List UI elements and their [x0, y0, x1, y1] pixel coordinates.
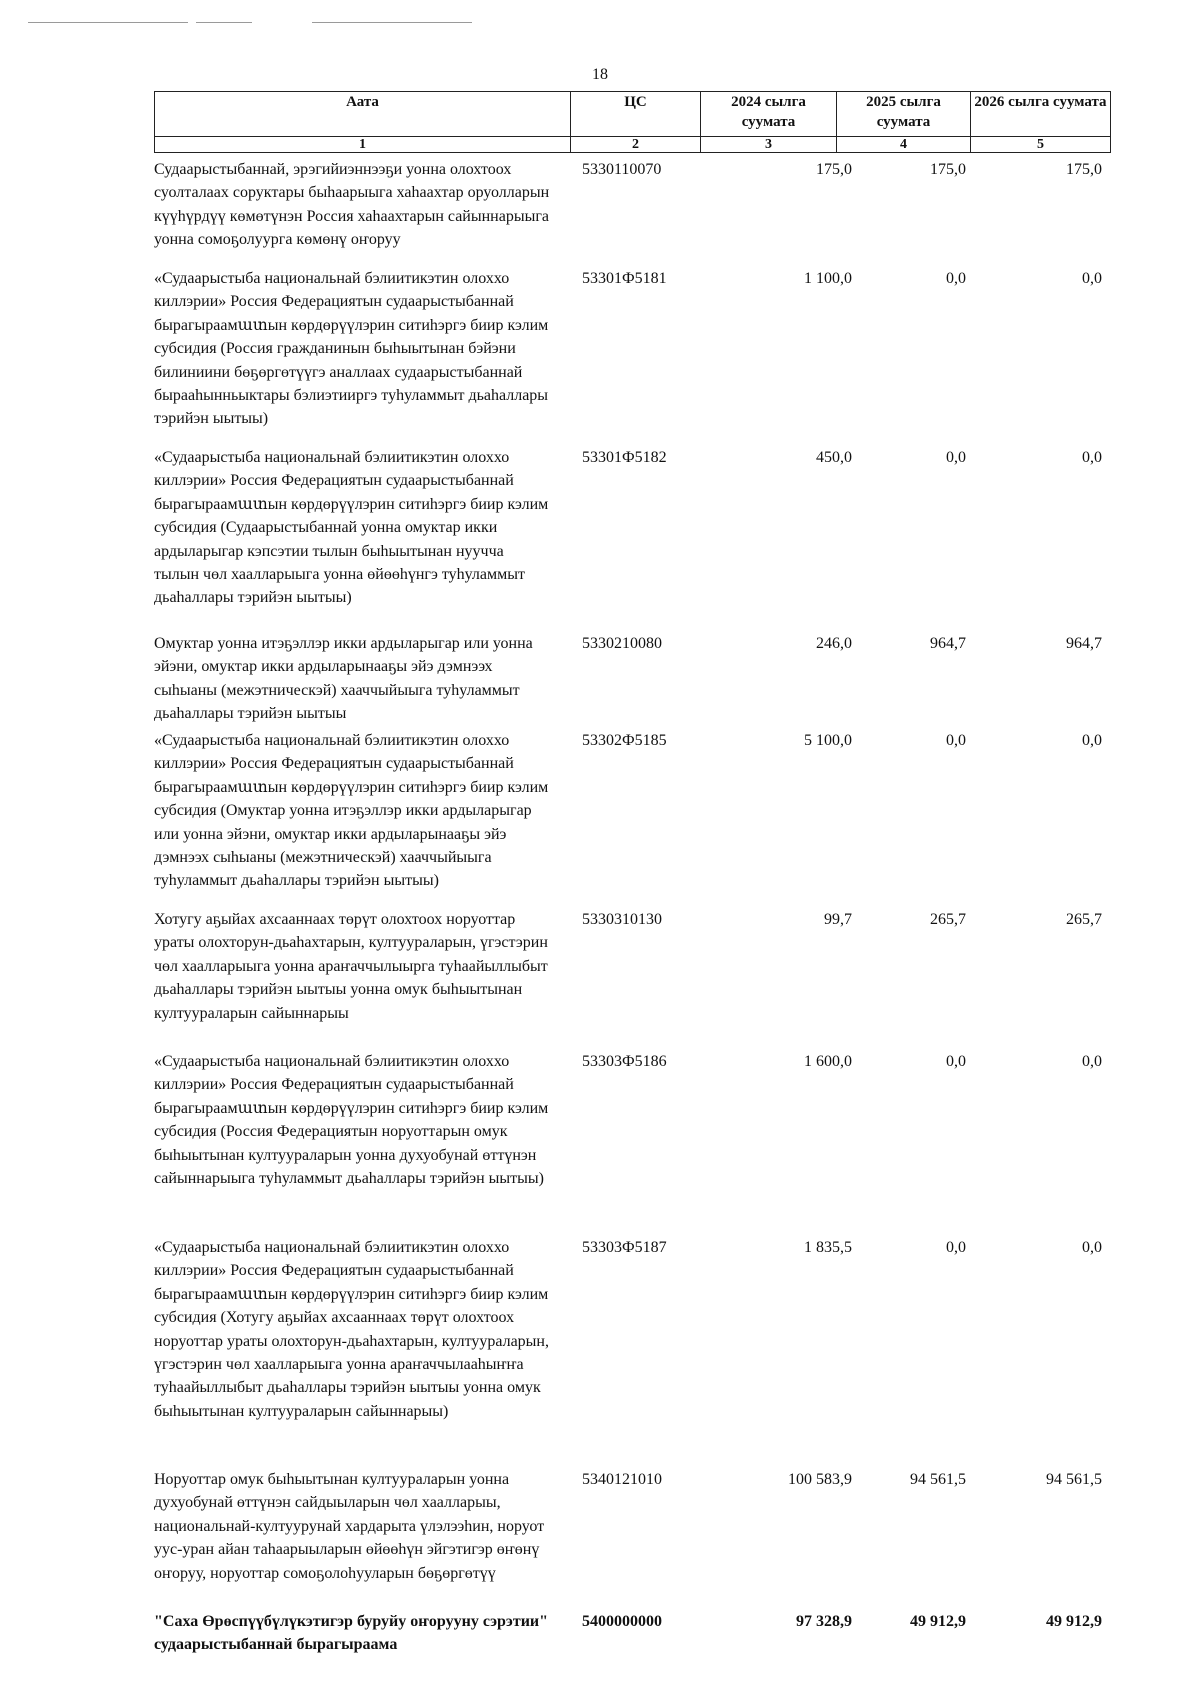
value-2024: 246,0 [816, 635, 852, 652]
value-2024: 1 600,0 [804, 1053, 852, 1070]
row-name: «Судаарыстыба национальнай бэлиитикэтин олоххо киллэрии» Россия Федерациятын судаарыстыбаннай бырагыраамատын көрдөрүүлэрин ситиһэргэ биир кэлим субсидия (Омуктар уонна итэҕэллэр икки ардыларыгар или уонна эйэни, омуктар икки ардыларынааҕы эйэ дэмнээх сыһыаны (межэтническэй) хааччыйыыга туһуламмыт дьаһаллары тэрийэн ыытыы) [154, 732, 549, 890]
value-2026: 0,0 [1082, 732, 1102, 749]
header-name: Аата [155, 92, 571, 137]
value-2024: 5 100,0 [804, 732, 852, 749]
value-2026: 94 561,5 [1046, 1471, 1102, 1488]
value-2024: 1 100,0 [804, 270, 852, 287]
row-code: 53301Ф5182 [582, 449, 667, 466]
row-name: «Судаарыстыба национальнай бэлиитикэтин олоххо киллэрии» Россия Федерациятын судаарыстыбаннай бырагыраамատын көрдөрүүлэрин ситиһэргэ биир кэлим субсидия (Россия гражданинын быһыытынан бэйэни билиниини бөҕөргөтүүгэ аналлаах судаарыстыбаннай бырааһынньыктары бэлиэтииргэ туһуламмыт дьаһаллары тэрийэн ыытыы) [154, 270, 549, 428]
row-name: Норуоттар омук быһыытынан култуураларын уонна духуобунай өттүнэн сайдыыларын чөл хааллaрыы, национальнай-култуурунай хардарыта үлэлээһин, норуот уус-уран айан таһаарыыларын өйөөһүн эйгэтигэр өҥөнү оҥоруу, норуоттар сомоҕолоһууларын бөҕөргөтүү [154, 1471, 545, 1582]
value-2026: 0,0 [1082, 449, 1102, 466]
scan-artifact-line [312, 22, 472, 23]
table-header [154, 91, 1111, 153]
value-2025: 0,0 [946, 449, 966, 466]
value-2026: 964,7 [1066, 635, 1102, 652]
value-2024: 1 835,5 [804, 1239, 852, 1256]
row-code: 5330110070 [582, 161, 662, 178]
row-name: Омуктар уонна итэҕэллэр икки ардыларыгар или уонна эйэни, омуктар икки ардыларынааҕы эйэ дэмнээх сыһыаны (межэтническэй) хааччыйыыга туһуламмыт дьаһаллары тэрийэн ыытыы [154, 635, 533, 723]
value-2024: 99,7 [824, 911, 852, 928]
header-code: ЦС [571, 92, 701, 137]
row-name: "Саха Өрөспүүбүлүкэтигэр буруйу оҥорууну сэрэтии" судаарыстыбаннай бырагыраама [154, 1613, 549, 1654]
value-2024: 100 583,9 [788, 1471, 852, 1488]
value-2025: 964,7 [930, 635, 966, 652]
value-2025: 0,0 [946, 1239, 966, 1256]
value-2025: 265,7 [930, 911, 966, 928]
page-number: 18 [592, 66, 608, 83]
row-name: «Судаарыстыба национальнай бэлиитикэтин олоххо киллэрии» Россия Федерациятын судаарыстыбаннай бырагыраамատын көрдөрүүлэрин ситиһэргэ биир кэлим субсидия (Хотугу аҕыйах ахсааннаах төрүт олохтоох норуоттар ураты олохторун-дьаһахтарын, култуураларын, үгэстэрин чөл хааллaрыыга уонна араҥаччылааһыҥҥа туһаайыллыбыт дьаһаллары тэрийэн ыытыы уонна омук быһыытынан култуураларын сайыннарыы) [154, 1239, 549, 1420]
row-name: «Судаарыстыба национальнай бэлиитикэтин олоххо киллэрии» Россия Федерациятын судаарыстыбаннай бырагыраамատын көрдөрүүлэрин ситиһэргэ биир кэлим субсидия (Судаарыстыбаннай уонна омуктар икки ардыларыгар кэпсэтии тылын быһыытынан нуучча тылын чөл хааллaрыыга уонна өйөөһүнгэ туһуламмыт дьаһаллары тэрийэн ыытыы) [154, 449, 549, 607]
value-2025: 0,0 [946, 270, 966, 287]
value-2024: 450,0 [816, 449, 852, 466]
header-2025: 2025 сылга суумата [837, 92, 971, 137]
value-2026: 175,0 [1066, 161, 1102, 178]
value-2026: 0,0 [1082, 1239, 1102, 1256]
row-name: Хотугу аҕыйах ахсааннаах төрүт олохтоох норуоттар ураты олохторун-дьаһахтарын, култуураларын, үгэстэрин чөл хааллaрыыга уонна араҥаччылыырга туһаайыллыбыт дьаһаллары тэрийэн ыытыы уонна омук быһыытынан култуураларын сайыннарыы [154, 911, 548, 1022]
value-2026: 0,0 [1082, 270, 1102, 287]
value-2024: 175,0 [816, 161, 852, 178]
row-code: 53301Ф5181 [582, 270, 667, 287]
value-2025: 0,0 [946, 732, 966, 749]
row-name: Судаарыстыбаннай, эрэгийиэннээҕи уонна олохтоох суолталаах соруктары быһаарыыга хаһаахтар оруолларын күүһүрдүү көмөтүнэн Россия хаһаахтарын сайыннарыыга уонна сомоҕолуурга көмөнү оҥоруу [154, 161, 550, 249]
column-number: 2 [571, 137, 701, 153]
row-name: «Судаарыстыба национальнай бэлиитикэтин олоххо киллэрии» Россия Федерациятын судаарыстыбаннай бырагыраамատын көрдөрүүлэрин ситиһэргэ биир кэлим субсидия (Россия Федерациятын норуоттарын омук быһыытынан култуураларын уонна духуобунай өттүнэн сайыннарыыга туһуламмыт дьаһаллары тэрийэн ыытыы) [154, 1053, 549, 1188]
row-code: 53303Ф5186 [582, 1053, 667, 1070]
row-code: 5400000000 [582, 1613, 662, 1630]
value-2026: 0,0 [1082, 1053, 1102, 1070]
value-2025: 0,0 [946, 1053, 966, 1070]
value-2026: 265,7 [1066, 911, 1102, 928]
row-code: 5330310130 [582, 911, 662, 928]
value-2026: 49 912,9 [1046, 1613, 1102, 1630]
scan-artifact-line [28, 22, 188, 23]
column-number: 4 [837, 137, 971, 153]
header-2026: 2026 сылга суумата [971, 92, 1111, 137]
value-2024: 97 328,9 [796, 1613, 852, 1630]
column-number: 5 [971, 137, 1111, 153]
value-2025: 94 561,5 [910, 1471, 966, 1488]
row-code: 53302Ф5185 [582, 732, 667, 749]
row-code: 5340121010 [582, 1471, 662, 1488]
column-number: 3 [701, 137, 837, 153]
value-2025: 175,0 [930, 161, 966, 178]
scan-artifact-line [196, 22, 252, 23]
header-2024: 2024 сылга суумата [701, 92, 837, 137]
row-code: 53303Ф5187 [582, 1239, 667, 1256]
value-2025: 49 912,9 [910, 1613, 966, 1630]
column-number: 1 [155, 137, 571, 153]
row-code: 5330210080 [582, 635, 662, 652]
